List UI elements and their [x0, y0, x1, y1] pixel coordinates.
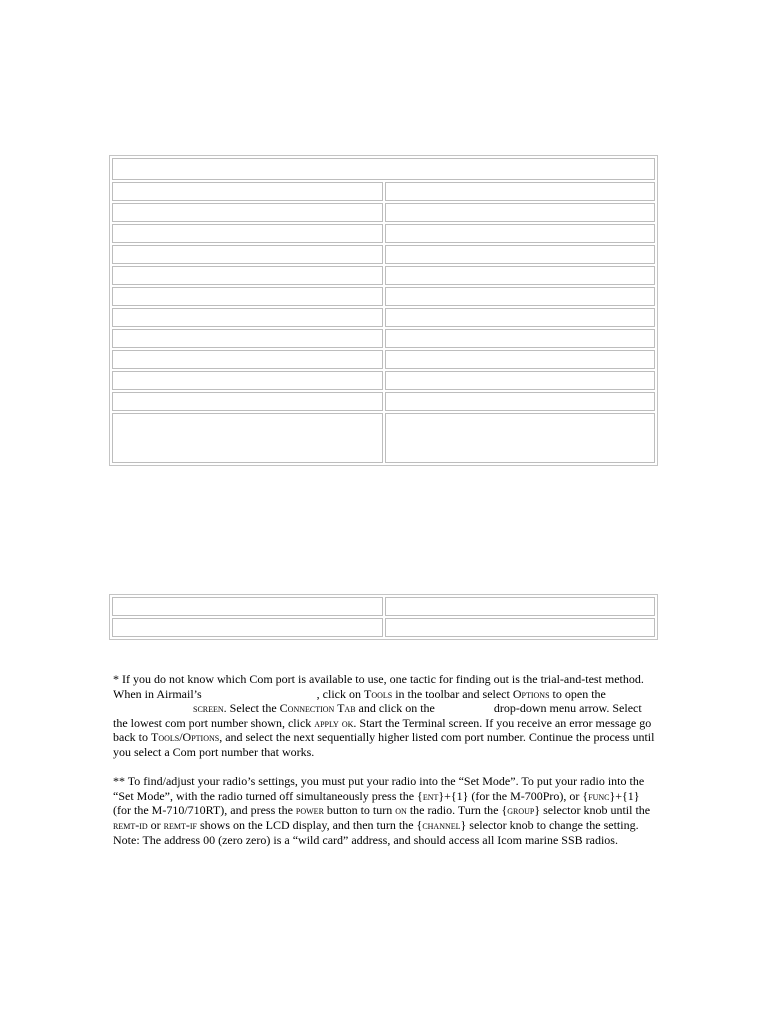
footnote-set-mode — [113, 774, 658, 847]
table-cell — [112, 245, 383, 264]
footnote-text: ** To find/adjust your radio’s settings, you must put your radio into the “Set Mode”. To put your radio into the “Set Mode”, with the radio turned off simultaneously press the { — [113, 774, 645, 803]
table-cell — [112, 287, 383, 306]
footnote-text: drop-down menu arrow. Select the lowest com port number shown, click — [113, 701, 642, 730]
table-row — [112, 618, 655, 637]
table-cell — [385, 266, 656, 285]
footnote-text: }+{1} (for the M-710/710RT), and press the — [113, 788, 640, 818]
table-row — [112, 182, 655, 201]
table-row — [112, 413, 655, 463]
footnote-text: . Select the — [223, 701, 277, 716]
table-cell — [112, 182, 383, 201]
table-row — [112, 203, 655, 222]
table-cell — [385, 371, 656, 390]
footnote-text: the radio. Turn the { — [409, 803, 508, 818]
footnote-text: }+{1} (for the M-700Pro), or { — [438, 788, 589, 803]
footnote-smallcaps: Options — [512, 686, 550, 701]
table-cell — [385, 182, 656, 201]
table-cell — [112, 413, 383, 463]
table-row — [112, 287, 655, 306]
table-row — [112, 392, 655, 411]
table-cell — [112, 597, 383, 616]
table-cell — [385, 203, 656, 222]
footnote-com-port — [113, 672, 658, 760]
footnote-smallcaps: Tools — [363, 686, 393, 701]
footnote-text: button to turn — [326, 803, 393, 818]
table-cell — [112, 308, 383, 327]
table-cell — [112, 266, 383, 285]
table-header-row — [112, 158, 655, 180]
settings-table — [109, 155, 658, 466]
table-cell — [385, 413, 656, 463]
table-row — [112, 308, 655, 327]
table-cell — [385, 597, 656, 616]
table-cell — [385, 329, 656, 348]
footnote-smallcaps: channel — [422, 817, 461, 832]
table-header-cell — [112, 158, 655, 180]
footnote-smallcaps: remt-if — [163, 817, 198, 832]
footnote-text: and click on the — [358, 701, 435, 716]
footnote-text: or — [150, 817, 161, 832]
table-row — [112, 597, 655, 616]
table-cell — [385, 350, 656, 369]
table-cell — [385, 392, 656, 411]
table-row — [112, 266, 655, 285]
footnote-text: } selector knob until the — [534, 803, 651, 818]
table-cell — [385, 308, 656, 327]
footnotes — [113, 672, 658, 862]
footnote-smallcaps: group — [507, 803, 535, 818]
footnote-smallcaps: Tools/Options — [151, 730, 220, 745]
footnote-text: to open the — [552, 686, 606, 701]
footnote-text: . Start the Terminal screen. If you receive an error message go back to — [113, 715, 652, 745]
footnote-text: * If you do not know which Com port is available to use, one tactic for finding out is the trial-and-test method. When in Airmail’s — [113, 672, 644, 701]
table-row — [112, 224, 655, 243]
table-cell — [385, 618, 656, 637]
table-cell — [385, 287, 656, 306]
table-cell — [112, 224, 383, 243]
table-row — [112, 371, 655, 390]
address-table — [109, 594, 658, 640]
table-cell — [112, 392, 383, 411]
footnote-smallcaps: screen — [193, 701, 224, 716]
footnote-smallcaps: power — [295, 803, 324, 818]
table-cell — [385, 245, 656, 264]
footnote-smallcaps: remt-id — [113, 817, 148, 832]
footnote-text: shows on the LCD display, and then turn the { — [200, 817, 423, 832]
footnote-smallcaps: on — [395, 803, 407, 818]
table-cell — [112, 350, 383, 369]
footnote-text: , click on — [316, 686, 361, 701]
table-cell — [112, 329, 383, 348]
table-row — [112, 329, 655, 348]
footnote-smallcaps: ent — [422, 788, 439, 803]
footnote-smallcaps: func — [588, 788, 610, 803]
footnote-smallcaps: apply ok — [314, 715, 354, 730]
footnote-smallcaps: Connection Tab — [279, 701, 356, 716]
table-cell — [112, 618, 383, 637]
table-cell — [112, 371, 383, 390]
table-row — [112, 350, 655, 369]
footnote-text: , and select the next sequentially higher listed com port number. Continue the process until you select a Com port number that works. — [113, 730, 655, 759]
footnote-text: } selector knob to change the setting. Note: The address 00 (zero zero) is a “wild card” address, and should access all Icom marine SSB radios. — [113, 817, 639, 847]
table-cell — [112, 203, 383, 222]
footnote-text: in the toolbar and select — [395, 686, 510, 701]
table-cell — [385, 224, 656, 243]
table-row — [112, 245, 655, 264]
